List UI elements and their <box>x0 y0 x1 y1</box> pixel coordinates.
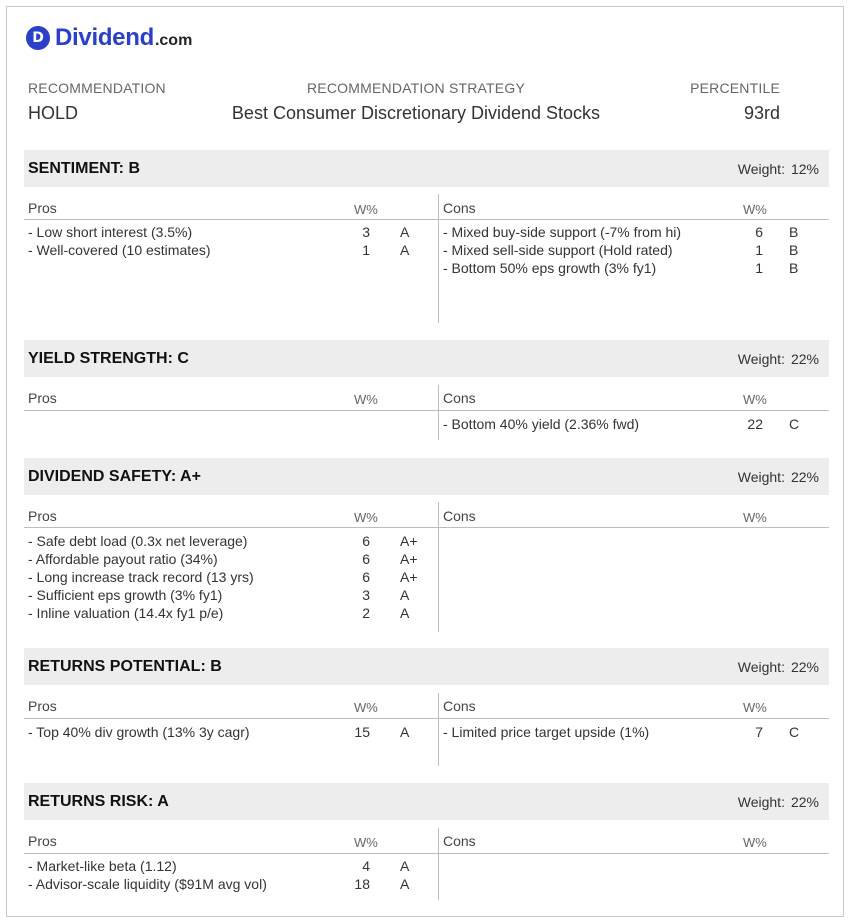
pro-grade: A <box>400 724 410 740</box>
column-divider <box>438 194 439 323</box>
pros-weight-header: W% <box>354 202 378 217</box>
section-weight <box>738 794 819 810</box>
logo-badge-icon: D <box>26 26 50 50</box>
pros-header: Pros <box>28 508 57 524</box>
pro-grade: A+ <box>400 551 418 567</box>
weight-value: 22% <box>790 659 819 675</box>
pros-header: Pros <box>28 698 57 714</box>
cons-header: Cons <box>443 390 476 406</box>
weight-value: 12% <box>790 161 819 177</box>
pros-header: Pros <box>28 200 57 216</box>
con-item: - Mixed sell-side support (Hold rated) <box>443 242 673 258</box>
pro-weight: 6 <box>362 569 370 585</box>
logo-tld: .com <box>154 31 193 49</box>
pros-weight-header: W% <box>354 392 378 407</box>
pro-item: - Well-covered (10 estimates) <box>28 242 211 258</box>
con-weight: 1 <box>755 242 763 258</box>
pro-weight: 2 <box>362 605 370 621</box>
cons-header: Cons <box>443 508 476 524</box>
pro-weight: 1 <box>362 242 370 258</box>
weight-label: Weight: <box>737 161 785 177</box>
pro-weight: 3 <box>362 224 370 240</box>
con-item: - Bottom 40% yield (2.36% fwd) <box>443 416 640 432</box>
pro-grade: A <box>400 242 410 258</box>
pro-item: - Low short interest (3.5%) <box>28 224 193 240</box>
pro-item: - Sufficient eps growth (3% fy1) <box>28 587 223 603</box>
pro-weight: 18 <box>354 876 370 892</box>
section-title: DIVIDEND SAFETY: A+ <box>28 468 201 485</box>
section-header-returns-potential <box>24 648 829 685</box>
pros-weight-header: W% <box>354 835 378 850</box>
cons-weight-header: W% <box>743 700 767 715</box>
pros-header: Pros <box>28 390 57 406</box>
column-divider <box>438 693 439 766</box>
pros-weight-header: W% <box>354 510 378 525</box>
section-weight <box>738 659 819 675</box>
column-divider <box>438 385 439 440</box>
section-divider <box>24 219 829 220</box>
section-header-returns-risk <box>24 783 829 820</box>
section-header-sentiment <box>24 150 829 187</box>
section-weight <box>738 469 819 485</box>
pro-weight: 15 <box>354 724 370 740</box>
section-title: RETURNS RISK: A <box>28 793 169 810</box>
column-divider <box>438 502 439 632</box>
pro-grade: A <box>400 876 410 892</box>
con-grade: C <box>789 416 800 432</box>
cons-header: Cons <box>443 200 476 216</box>
cons-header: Cons <box>443 833 476 849</box>
pro-grade: A <box>400 587 410 603</box>
con-item: - Bottom 50% eps growth (3% fy1) <box>443 260 657 276</box>
weight-label: Weight: <box>737 351 785 367</box>
pro-weight: 6 <box>362 533 370 549</box>
pro-item: - Market-like beta (1.12) <box>28 858 177 874</box>
cons-weight-header: W% <box>743 392 767 407</box>
pro-item: - Inline valuation (14.4x fy1 p/e) <box>28 605 224 621</box>
weight-value: 22% <box>790 794 819 810</box>
pro-item: - Safe debt load (0.3x net leverage) <box>28 533 248 549</box>
con-weight: 7 <box>755 724 763 740</box>
section-header-dividend-safety <box>24 458 829 495</box>
con-item: - Limited price target upside (1%) <box>443 724 650 740</box>
pro-weight: 3 <box>362 587 370 603</box>
con-grade: C <box>789 724 800 740</box>
weight-value: 22% <box>790 469 819 485</box>
cons-weight-header: W% <box>743 835 767 850</box>
pro-grade: A <box>400 224 410 240</box>
weight-label: Weight: <box>737 659 785 675</box>
pros-header: Pros <box>28 833 57 849</box>
pro-item: - Long increase track record (13 yrs) <box>28 569 254 585</box>
weight-label: Weight: <box>737 794 785 810</box>
recommendation-value: HOLD <box>28 103 79 123</box>
section-title: SENTIMENT: B <box>28 160 140 177</box>
section-weight <box>738 161 819 177</box>
pro-grade: A+ <box>400 569 418 585</box>
pro-item: - Advisor-scale liquidity ($91M avg vol) <box>28 876 267 892</box>
pro-grade: A+ <box>400 533 418 549</box>
percentile-value: 93rd <box>743 103 780 123</box>
section-divider <box>24 410 829 411</box>
pro-grade: A <box>400 605 410 621</box>
recommendation-label: RECOMMENDATION <box>28 80 166 96</box>
con-grade: B <box>789 260 799 276</box>
pros-weight-header: W% <box>354 700 378 715</box>
weight-label: Weight: <box>737 469 785 485</box>
section-title: YIELD STRENGTH: C <box>28 350 189 367</box>
cons-header: Cons <box>443 698 476 714</box>
section-header-yield-strength <box>24 340 829 377</box>
section-divider <box>24 853 829 854</box>
column-divider <box>438 828 439 900</box>
pro-item: - Top 40% div growth (13% 3y cagr) <box>28 724 250 740</box>
con-grade: B <box>789 242 799 258</box>
con-grade: B <box>789 224 799 240</box>
section-title: RETURNS POTENTIAL: B <box>28 658 222 675</box>
pro-weight: 4 <box>362 858 370 874</box>
con-weight: 1 <box>755 260 763 276</box>
logo-wordmark: Dividend <box>55 24 154 51</box>
con-weight: 22 <box>747 416 763 432</box>
percentile-label: PERCENTILE <box>690 80 780 96</box>
weight-value: 22% <box>790 351 819 367</box>
section-divider <box>24 527 829 528</box>
cons-weight-header: W% <box>743 510 767 525</box>
con-weight: 6 <box>755 224 763 240</box>
pro-item: - Affordable payout ratio (34%) <box>28 551 218 567</box>
pro-grade: A <box>400 858 410 874</box>
cons-weight-header: W% <box>743 202 767 217</box>
strategy-value: Best Consumer Discretionary Dividend Stocks <box>231 103 601 123</box>
con-item: - Mixed buy-side support (-7% from hi) <box>443 224 682 240</box>
section-divider <box>24 718 829 719</box>
section-weight <box>738 351 819 367</box>
strategy-label: RECOMMENDATION STRATEGY <box>307 80 525 96</box>
pro-weight: 6 <box>362 551 370 567</box>
dividend-logo[interactable] <box>26 24 192 52</box>
